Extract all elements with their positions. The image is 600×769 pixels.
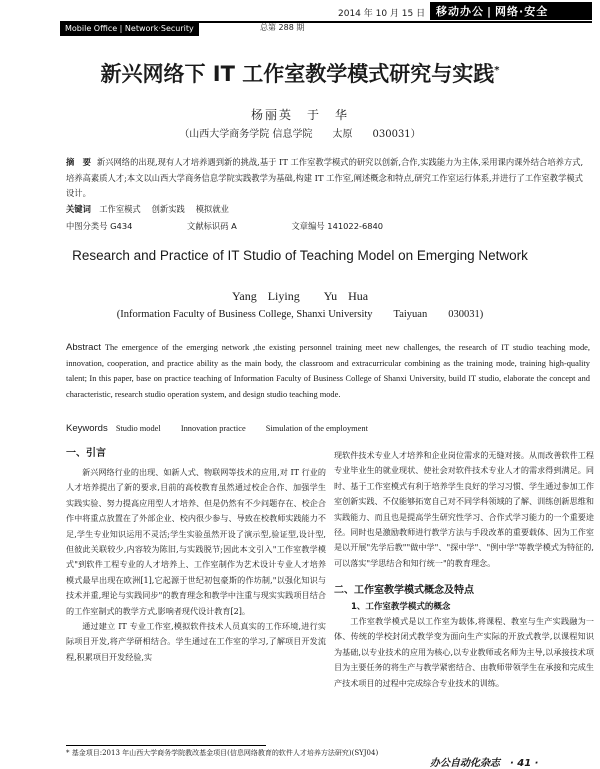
document-code: 文献标识码 A bbox=[187, 221, 237, 231]
left-column-body bbox=[66, 465, 326, 665]
body-paragraph: 通过建立 IT 专业工作室,模拟软件技术人员真实的工作环境,进行实际项目开发,将产学研相结合。学生通过在工作室的学习,了解项目开发流程,积累项目开发经验,实 bbox=[66, 621, 326, 662]
keyword-en-item: Studio model bbox=[115, 424, 161, 433]
keywords-cn-label: 关键词 bbox=[66, 204, 91, 214]
body-paragraph: 新兴网络行业的出现、如新人式、物联网等技术的应用,对 IT 行业的人才培养提出了新的要求,目前的高校教育虽然通过校企合作、加强学生实践实验、努力提高应用型人才培养、但是仍然有不少问题存在、校企合作中将重点放置在了外部企业、校内很少参与、导致在校教师实践能力不足,学生专业知识运用不灵活;学生实验虽然开设了演示型,验证型,设计型,但彼此关联较少,内容较为陈旧,与实践脱节;因此本文引入"工作室教学模式"到软件工程专业的人才培养上、工作室制作为艺术设计专业人才培养模式最早出现在欧洲[1],它起源于世纪初包豪斯的作坊制,"以强化知识与技术并重,理论与实践同步"的教育理念和教学中注重与现实实践项目结合的工作室制式的教学方式,影响者现代设计教育[2]。 bbox=[66, 467, 326, 616]
banner-separator: | bbox=[487, 4, 493, 18]
journal-footer: 办公自动化杂志 · 41 · bbox=[430, 758, 539, 769]
keywords-cn-text: 工作室模式 创新实践 模拟就业 bbox=[99, 204, 229, 214]
article-number: 文章编号 141022-6840 bbox=[291, 221, 384, 231]
keywords-cn bbox=[66, 202, 586, 218]
section-heading-introduction: 一、引言 bbox=[66, 448, 106, 459]
subsection-heading-concept: 1、工作室教学模式的概念 bbox=[351, 602, 451, 612]
body-paragraph: 现软件技术专业人才培养和企业岗位需求的无缝对接。从而改善软件工程专业毕业生的就业现状、使社会对软件技术专业人才的需求得到满足。同时、基于工作室模式有利于培养学生良好的学习习惯、学生通过参加工作室创新实践、不仅能够拓宽自己对不同学科领域的了解、训练创新思维和实践能力、而且也是提高学生研究性学习、合作式学习能力的一个重要途径。同时也是激励教师进行教学方法与手段改革的重要载体、因为工作室是以开展"先学后教""做中学"、"探中学"、"例中学"等教学模式为特征的,可以落实"学思结合和知行统一"的教育理念。 bbox=[334, 450, 594, 568]
paper-authors-en: Yang Liying Yu Hua bbox=[231, 289, 369, 303]
section-heading-concept: 二、工作室教学模式概念及特点 bbox=[334, 585, 474, 596]
abstract-cn-text: 新兴网络的出现,现有人才培养遇到新的挑战,基于 IT 工作室教学模式的研究以创新,合作,实践能力为主体,采用课内课外结合培养方式,培养高素质人才;本文以山西大学商务信息学院实践教学为基础,构建 IT 工作室,阐述概念和特点,研究工作室运行体系,并进行了工作室教学模式设计。 bbox=[66, 157, 584, 198]
abstract-en bbox=[66, 340, 590, 403]
classification-line bbox=[66, 219, 586, 235]
keywords-en-label: Keywords bbox=[66, 423, 108, 434]
paper-affiliation-en: (Information Faculty of Business College, Shanxi University Taiyuan 030031) bbox=[116, 309, 484, 320]
right-column-body bbox=[334, 448, 594, 571]
issue-number: 总第 288 期 bbox=[260, 23, 305, 32]
right-column-body-2 bbox=[334, 614, 594, 691]
abstract-cn bbox=[66, 155, 586, 202]
clc-number: 中图分类号 G434 bbox=[66, 221, 133, 231]
paper-title-text: 新兴网络下 IT 工作室教学模式研究与实践 bbox=[100, 62, 495, 86]
keywords-en bbox=[66, 423, 590, 434]
journal-section-banner bbox=[430, 2, 592, 20]
footnote-rule bbox=[66, 745, 266, 746]
body-paragraph: 工作室教学模式是以工作室为载体,将课程、教室与生产实践融为一体、传统的学校封闭式教学变为面向生产实际的开放式教学,以课程知识为基础,以专业技术的应用为核心,以专业教师或名师为主导,以承接技术项目为主要任务的将生产与教学紧密结合、由教师带领学生在承接和完成生产技术项目的过程中完成综合专业技术的训练。 bbox=[334, 616, 594, 688]
abstract-en-label: Abstract bbox=[66, 342, 101, 353]
section-name-network-security: 网络·安全 bbox=[495, 5, 549, 18]
title-footnote-mark: * bbox=[494, 65, 500, 76]
paper-affiliation: （山西大学商务学院 信息学院 太原 030031） bbox=[179, 129, 421, 140]
keyword-en-item: Simulation of the employment bbox=[265, 424, 368, 433]
abstract-en-text: The emergence of the emerging network ,the existing personnel training meet new challenges, the research of IT studio teaching mode, innovation, cooperation, and practice ability as the main body, the classroom and extracurricular combining as the training mode, training high-quality talent; In this paper, base on practice teaching of Information Faculty of Business College of Shanxi University, build IT studio, elaborate the concept and characteristic, research studio operation system, and design studio teaching mode. bbox=[66, 343, 590, 400]
paper-title bbox=[0, 58, 600, 88]
section-name-mobile-office: 移动办公 bbox=[436, 5, 484, 18]
issue-date: 2014 年 10 月 15 日 bbox=[338, 9, 426, 19]
paper-title-en: Research and Practice of IT Studio of Teaching Model on Emerging Network bbox=[72, 248, 528, 263]
section-tag: Mobile Office | Network·Security bbox=[60, 21, 199, 36]
keyword-en-item: Innovation practice bbox=[180, 424, 246, 433]
funding-footnote: * 基金项目:2013 年山西大学商务学院教改基金项目(信息网络教育的软件人才培养方法研究)(SYJ04) bbox=[66, 749, 379, 757]
abstract-cn-label: 摘 要 bbox=[66, 157, 91, 167]
paper-authors: 杨丽英 于 华 bbox=[250, 108, 349, 122]
